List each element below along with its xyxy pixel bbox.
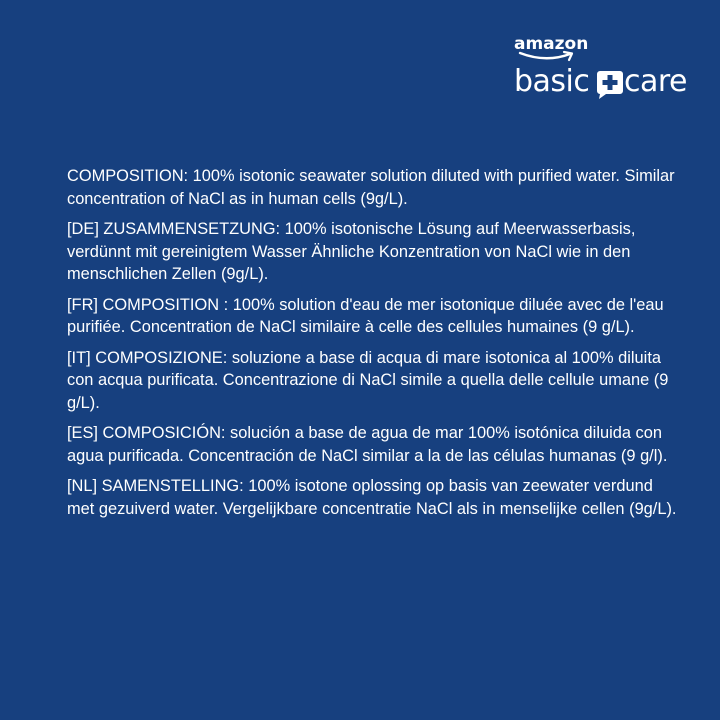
composition-fr: [FR] COMPOSITION : 100% solution d'eau de mer isotonique diluée avec de l'eau purifiée. Concentration de NaCl similaire à celle des cellules humaines (9 g/L). <box>67 295 664 336</box>
composition-es: [ES] COMPOSICIÓN: solución a base de agua de mar 100% isotónica diluida con agua purificada. Concentración de NaCl similar a la de las células humanas (9 g/l). <box>67 424 668 465</box>
composition-nl: [NL] SAMENSTELLING: 100% isotone oplossing op basis van zeewater verdund met gezuiverd water. Vergelijkbare concentratie NaCl als in menselijke cellen (9g/L). <box>67 477 677 518</box>
amazon-smile-icon <box>516 50 576 62</box>
amazon-basic-care-logo <box>514 34 694 104</box>
medical-cross-icon <box>594 68 626 100</box>
logo-brand-text: amazon <box>514 34 589 54</box>
composition-en: COMPOSITION: 100% isotonic seawater solution diluted with purified water. Similar concentration of NaCl as in human cells (9g/L). <box>67 167 675 208</box>
composition-text-block <box>67 165 677 528</box>
composition-it: [IT] COMPOSIZIONE: soluzione a base di acqua di mare isotonica al 100% diluita con acqua purificata. Concentrazione di NaCl simile a quella delle cellule umane (9 g/L). <box>67 348 669 412</box>
logo-product-right: care <box>624 64 688 99</box>
composition-de: [DE] ZUSAMMENSETZUNG: 100% isotonische Lösung auf Meerwasserbasis, verdünnt mit gereinigtem Wasser Ähnliche Konzentration von NaCl wie in den menschlichen Zellen (9g/L). <box>67 220 636 283</box>
logo-product-left: basic <box>514 64 590 99</box>
